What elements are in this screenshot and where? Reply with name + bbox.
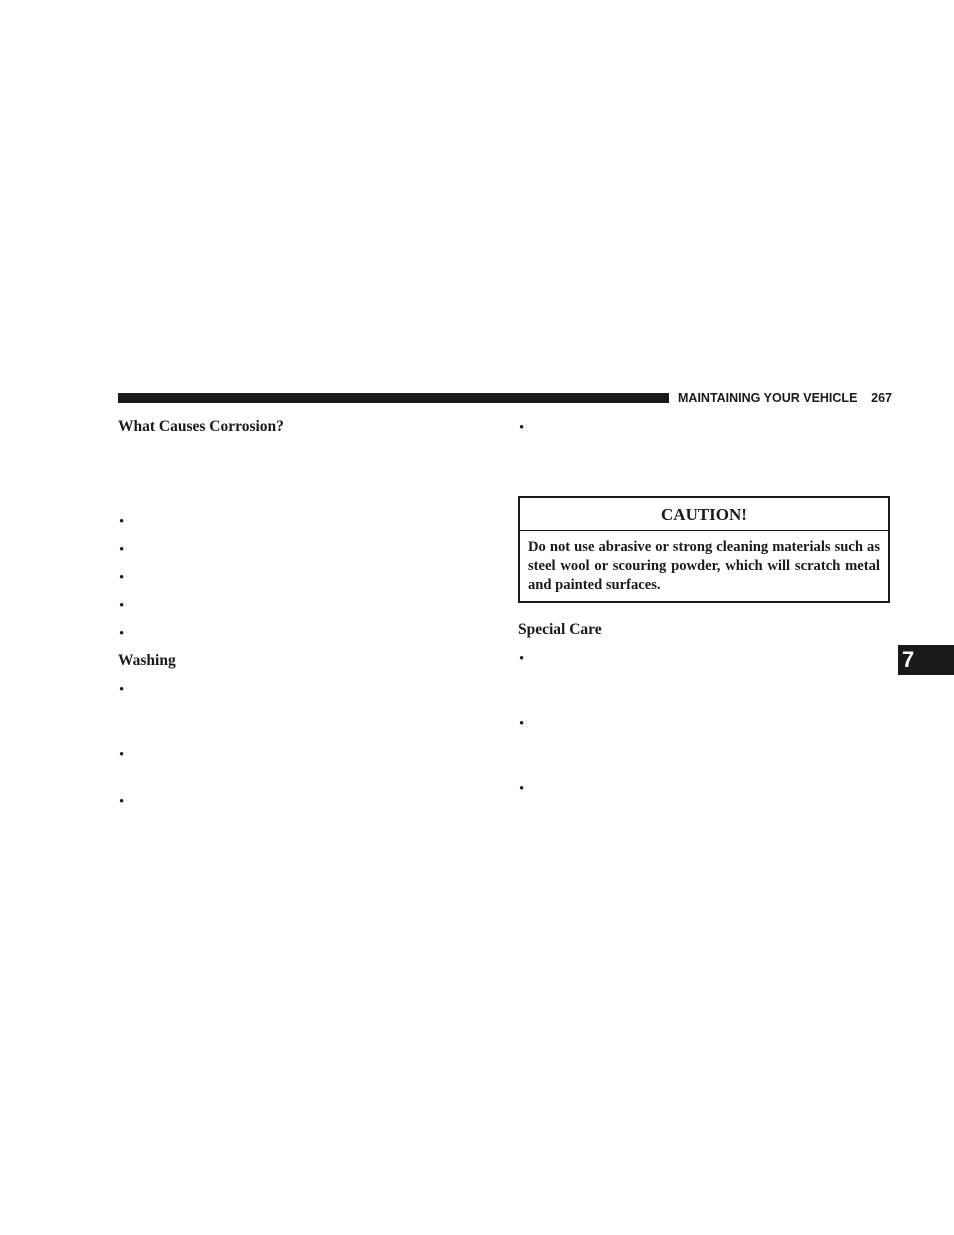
heading-special-care: Special Care <box>518 621 602 638</box>
caution-title: CAUTION! <box>520 498 888 531</box>
list-item-bullet: • <box>119 794 125 810</box>
page-number: 267 <box>871 391 892 405</box>
list-item-bullet: • <box>119 514 125 530</box>
header-rule <box>118 393 669 403</box>
list-item-bullet: • <box>519 716 525 732</box>
section-title: MAINTAINING YOUR VEHICLE <box>678 391 858 405</box>
running-header <box>678 390 892 406</box>
list-item-bullet: • <box>119 598 125 614</box>
caution-text: Do not use abrasive or strong cleaning materials such as steel wool or scouring powder, which will scratch metal and painted surfaces. <box>528 539 880 593</box>
chapter-tab: 7 <box>898 645 954 675</box>
heading-washing: Washing <box>118 652 176 669</box>
list-item-bullet: • <box>519 651 525 667</box>
heading-what-causes-corrosion: What Causes Corrosion? <box>118 418 284 435</box>
list-item-bullet: • <box>519 781 525 797</box>
list-item-bullet: • <box>119 570 125 586</box>
list-item-bullet: • <box>119 747 125 763</box>
list-item-bullet: • <box>119 626 125 642</box>
list-item-bullet: • <box>119 682 125 698</box>
list-item-bullet: • <box>119 542 125 558</box>
list-item-bullet: • <box>519 420 525 436</box>
caution-box <box>518 496 890 603</box>
